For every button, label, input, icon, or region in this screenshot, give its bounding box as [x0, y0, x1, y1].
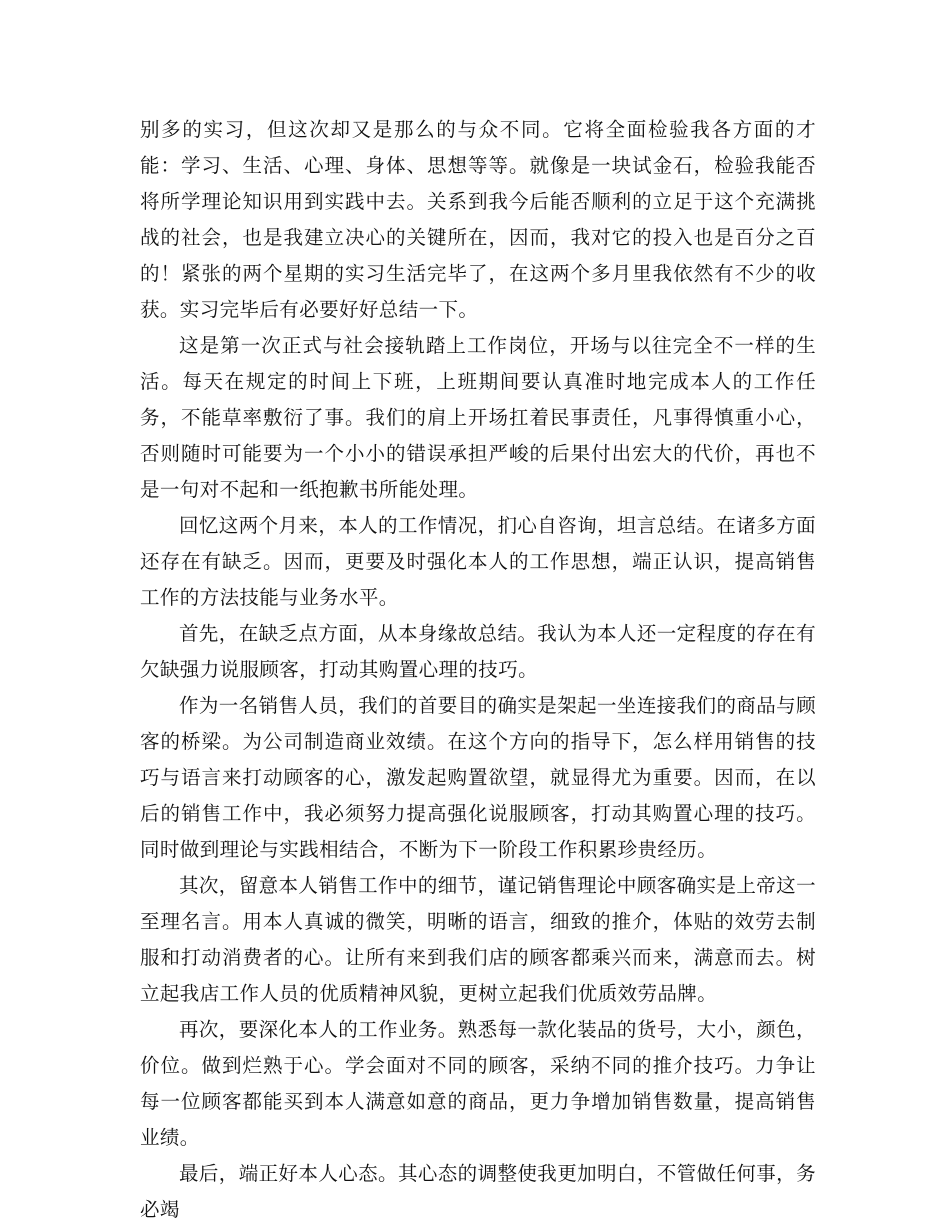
document-body [140, 112, 816, 1228]
paragraph-first-job: 这是第一次正式与社会接轨踏上工作岗位，开场与以往完全不一样的生活。每天在规定的时间上下班，上班期间要认真准时地完成本人的工作任务，不能草率敷衍了事。我们的肩上开场扛着民事责任，凡事得慎重小心，否则随时可能要为一个小小的错误承担严峻的后果付出宏大的代价，再也不是一句对不起和一纸抱歉书所能处理。 [140, 334, 816, 501]
paragraph-second-point: 其次，留意本人销售工作中的细节，谨记销售理论中顾客确实是上帝这一至理名言。用本人真诚的微笑，明晰的语言，细致的推介，体贴的效劳去制服和打动消费者的心。让所有来到我们店的顾客都乘兴而来，满意而去。树立起我店工作人员的优质精神风貌，更树立起我们优质效劳品牌。 [140, 874, 816, 1005]
paragraph-sales-goal: 作为一名销售人员，我们的首要目的确实是架起一坐连接我们的商品与顾客的桥梁。为公司制造商业效绩。在这个方向的指导下，怎么样用销售的技巧与语言来打动顾客的心，激发起购置欲望，就显得尤为重要。因而，在以后的销售工作中，我必须努力提高强化说服顾客，打动其购置心理的技巧。同时做到理论与实践相结合，不断为下一阶段工作积累珍贵经历。 [140, 694, 816, 861]
paragraph-third-point: 再次，要深化本人的工作业务。熟悉每一款化装品的货号，大小，颜色，价位。做到烂熟于心。学会面对不同的顾客，采纳不同的推介技巧。力争让每一位顾客都能买到本人满意如意的商品，更力争增加销售数量，提高销售业绩。 [140, 1018, 816, 1149]
paragraph-continuation: 别多的实习，但这次却又是那么的与众不同。它将全面检验我各方面的才能：学习、生活、心理、身体、思想等等。就像是一块试金石，检验我能否将所学理论知识用到实践中去。关系到我今后能否顺利的立足于这个充满挑战的社会，也是我建立决心的关键所在，因而，我对它的投入也是百分之百的！紧张的两个星期的实习生活完毕了，在这两个多月里我依然有不少的收获。实习完毕后有必要好好总结一下。 [140, 118, 816, 321]
paragraph-last-point: 最后，端正好本人心态。其心态的调整使我更加明白，不管做任何事，务必竭 [140, 1162, 816, 1221]
paragraph-review: 回忆这两个月来，本人的工作情况，扪心自咨询，坦言总结。在诸多方面还存在有缺乏。因而，更要及时强化本人的工作思想，端正认识，提高销售工作的方法技能与业务水平。 [140, 514, 816, 609]
paragraph-first-point: 首先，在缺乏点方面，从本身缘故总结。我认为本人还一定程度的存在有欠缺强力说服顾客，打动其购置心理的技巧。 [140, 622, 816, 681]
